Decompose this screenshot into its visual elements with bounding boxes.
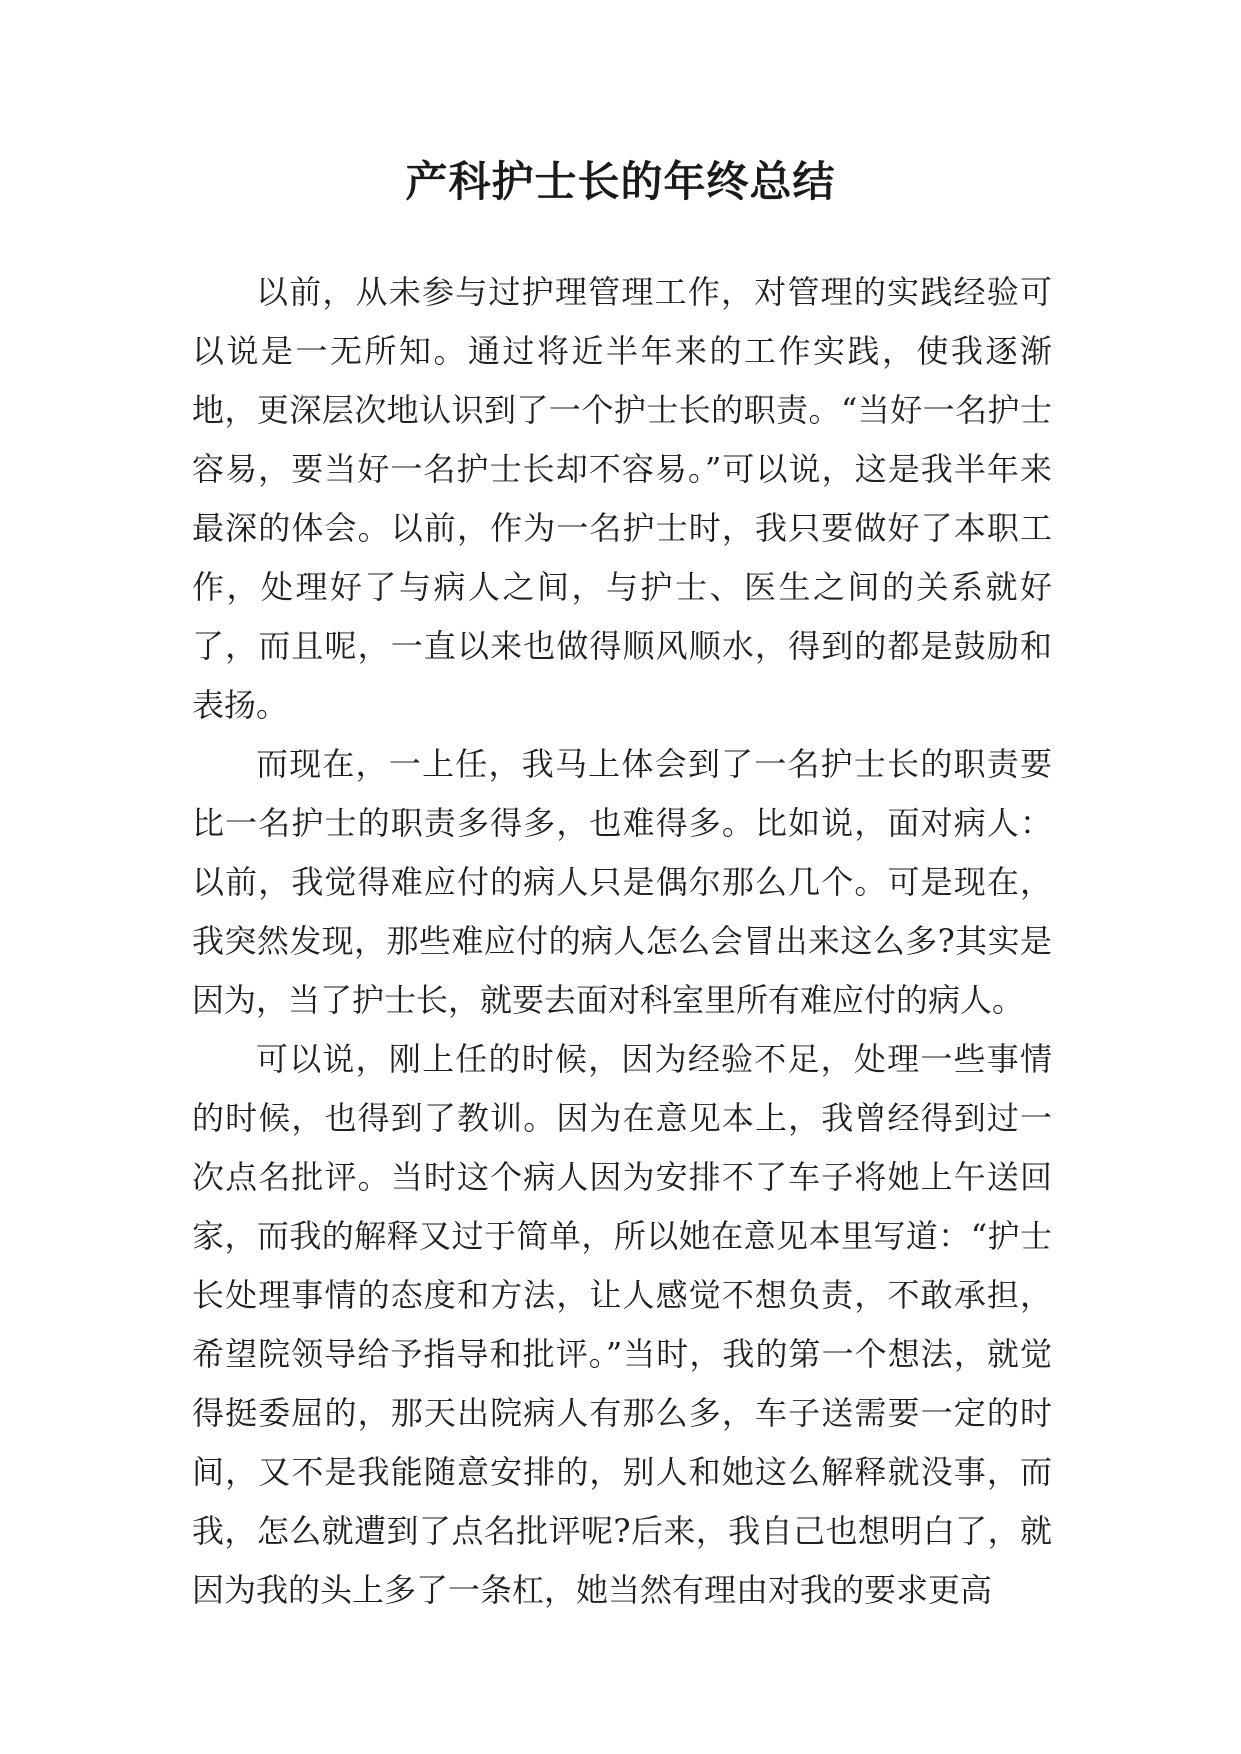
paragraph-3: 可以说，刚上任的时候，因为经验不足，处理一些事情的时候，也得到了教训。因为在意见本上，我曾经得到过一次点名批评。当时这个病人因为安排不了车子将她上午送回家，而我的解释又过于简单，所以她在意见本里写道：“护士长处理事情的态度和方法，让人感觉不想负责，不敢承担，希望院领导给予指导和批评。”当时，我的第一个想法，就觉得挺委屈的，那天出院病人有那么多，车子送需要一定的时间，又不是我能随意安排的，别人和她这么解释就没事，而我，怎么就遭到了点名批评呢?后来，我自己也想明白了，就因为我的头上多了一条杠，她当然有理由对我的要求更高 xyxy=(192,1040,1052,1609)
paragraph-2: 而现在，一上任，我马上体会到了一名护士长的职责要比一名护士的职责多得多，也难得多。比如说，面对病人：以前，我觉得难应付的病人只是偶尔那么几个。可是现在，我突然发现，那些难应付的病人怎么会冒出来这么多?其实是因为，当了护士长，就要去面对科室里所有难应付的病人。 xyxy=(192,745,1052,1019)
paragraph-1: 以前，从未参与过护理管理工作，对管理的实践经验可以说是一无所知。通过将近半年来的工作实践，使我逐渐地，更深层次地认识到了一个护士长的职责。“当好一名护士容易，要当好一名护士长却不容易。”可以说，这是我半年来最深的体会。以前，作为一名护士时，我只要做好了本职工作，处理好了与病人之间，与护士、医生之间的关系就好了，而且呢，一直以来也做得顺风顺水，得到的都是鼓励和表扬。 xyxy=(192,273,1052,724)
document-title: 产科护士长的年终总结 xyxy=(405,157,836,206)
document-body xyxy=(192,263,1052,1620)
